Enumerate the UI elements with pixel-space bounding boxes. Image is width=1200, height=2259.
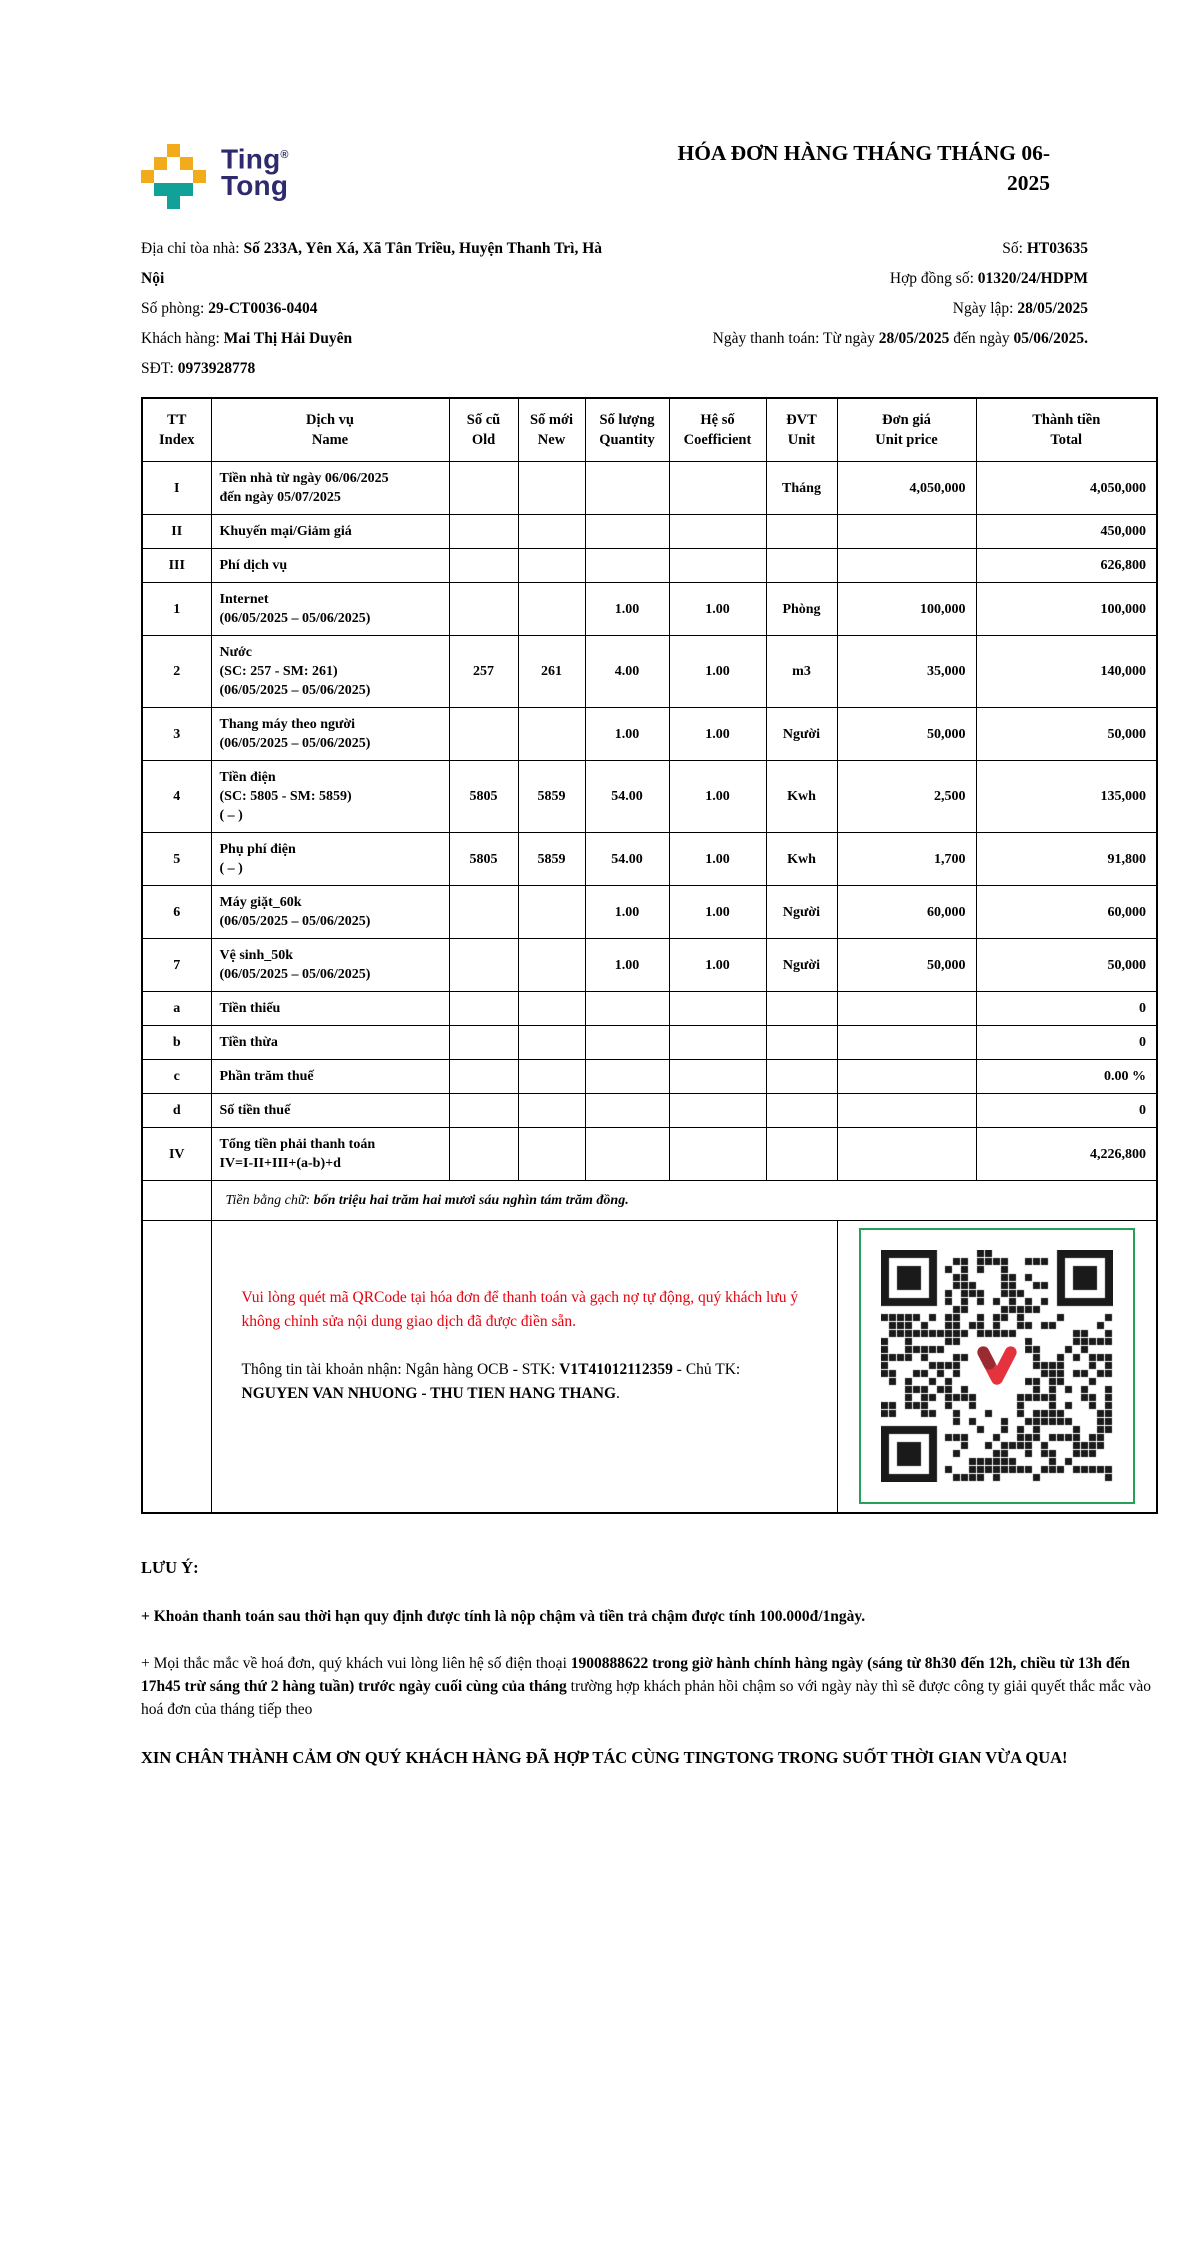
index-cell: 1 — [142, 583, 211, 636]
qty-cell: 1.00 — [585, 939, 669, 992]
table-row — [142, 549, 1157, 583]
coef-cell: 1.00 — [669, 636, 766, 708]
price-cell — [837, 549, 976, 583]
new-cell — [518, 1094, 585, 1128]
registered-mark: ® — [280, 149, 289, 161]
col-header-new: Số mới New — [518, 398, 585, 462]
unit-cell — [766, 549, 837, 583]
index-cell: 2 — [142, 636, 211, 708]
total-cell: 0 — [976, 992, 1157, 1026]
new-cell: 261 — [518, 636, 585, 708]
payment-period-line: Ngày thanh toán: Từ ngày 28/05/2025 đến ngày 05/06/2025. — [712, 330, 1088, 347]
total-cell: 100,000 — [976, 583, 1157, 636]
building-info — [141, 234, 621, 384]
index-cell: II — [142, 515, 211, 549]
coef-cell: 1.00 — [669, 708, 766, 761]
total-cell: 0 — [976, 1094, 1157, 1128]
name-cell: Tiền thừa — [211, 1026, 449, 1060]
new-cell — [518, 1128, 585, 1181]
price-cell: 35,000 — [837, 636, 976, 708]
col-header-unit-price: Đơn giá Unit price — [837, 398, 976, 462]
name-cell: Thang máy theo người (06/05/2025 – 05/06/2025) — [211, 708, 449, 761]
col-header-coefficient: Hệ số Coefficient — [669, 398, 766, 462]
name-cell: Vệ sinh_50k (06/05/2025 – 05/06/2025) — [211, 939, 449, 992]
invoice-table — [141, 397, 1158, 1514]
unit-cell — [766, 1026, 837, 1060]
old-cell — [449, 886, 518, 939]
name-cell: Phần trăm thuế — [211, 1060, 449, 1094]
qty-cell: 54.00 — [585, 761, 669, 833]
price-cell — [837, 1128, 976, 1181]
building-address-line: Địa chỉ tòa nhà: Số 233A, Yên Xá, Xã Tân Triều, Huyện Thanh Trì, Hà Nội — [141, 240, 603, 287]
empty-index-cell — [142, 1221, 211, 1513]
index-cell: 4 — [142, 761, 211, 833]
coef-cell — [669, 515, 766, 549]
unit-cell — [766, 1060, 837, 1094]
new-cell — [518, 886, 585, 939]
coef-cell — [669, 462, 766, 515]
qr-frame — [859, 1228, 1135, 1504]
invoice-number-line: Số: HT03635 — [1002, 240, 1088, 257]
price-cell: 50,000 — [837, 708, 976, 761]
coef-cell — [669, 1060, 766, 1094]
invoice-title: HÓA ĐƠN HÀNG THÁNG THÁNG 06- 2025 — [677, 141, 1050, 195]
name-cell: Nước (SC: 257 - SM: 261) (06/05/2025 – 05/06/2025) — [211, 636, 449, 708]
price-cell — [837, 992, 976, 1026]
new-cell — [518, 462, 585, 515]
index-cell: 3 — [142, 708, 211, 761]
total-cell: 626,800 — [976, 549, 1157, 583]
unit-cell: Kwh — [766, 833, 837, 886]
unit-cell: Người — [766, 886, 837, 939]
qty-cell — [585, 462, 669, 515]
table-row — [142, 939, 1157, 992]
footer-notes — [141, 1558, 1156, 1771]
qty-cell: 1.00 — [585, 708, 669, 761]
unit-cell — [766, 515, 837, 549]
qty-cell: 1.00 — [585, 583, 669, 636]
brand-wordmark — [221, 142, 289, 202]
new-cell — [518, 708, 585, 761]
coef-cell: 1.00 — [669, 886, 766, 939]
issue-date-line: Ngày lập: 28/05/2025 — [952, 300, 1088, 317]
table-row — [142, 515, 1157, 549]
old-cell — [449, 549, 518, 583]
price-cell — [837, 1026, 976, 1060]
qr-scan-notice: Vui lòng quét mã QRCode tại hóa đơn để thanh toán và gạch nợ tự động, quý khách lưu ý không chỉnh sửa nội dung giao dịch đã được điền sẵn. — [241, 1289, 799, 1331]
unit-cell: Kwh — [766, 761, 837, 833]
name-cell: Khuyến mại/Giảm giá — [211, 515, 449, 549]
qty-cell: 54.00 — [585, 833, 669, 886]
new-cell — [518, 992, 585, 1026]
tingtong-logo-icon — [141, 144, 206, 209]
index-cell: b — [142, 1026, 211, 1060]
new-cell — [518, 1060, 585, 1094]
total-cell: 50,000 — [976, 939, 1157, 992]
new-cell — [518, 939, 585, 992]
total-cell: 135,000 — [976, 761, 1157, 833]
qr-account-info: Thông tin tài khoản nhận: Ngân hàng OCB - STK: V1T41012112359 - Chủ TK: NGUYEN VAN NHUONG - THU TIEN HANG THANG. — [241, 1361, 741, 1403]
total-cell: 0.00 % — [976, 1060, 1157, 1094]
new-cell — [518, 549, 585, 583]
index-cell: a — [142, 992, 211, 1026]
index-cell: IV — [142, 1128, 211, 1181]
name-cell: Phụ phí điện ( – ) — [211, 833, 449, 886]
phone-line: SĐT: 0973928778 — [141, 360, 256, 377]
amount-in-words-row — [142, 1181, 1157, 1221]
old-cell: 257 — [449, 636, 518, 708]
qty-cell — [585, 1094, 669, 1128]
col-header-name: Dịch vụ Name — [211, 398, 449, 462]
total-cell: 140,000 — [976, 636, 1157, 708]
amount-in-words-cell: Tiền bằng chữ: bốn triệu hai trăm hai mươi sáu nghìn tám trăm đồng. — [211, 1181, 1157, 1221]
unit-cell — [766, 992, 837, 1026]
price-cell — [837, 1094, 976, 1128]
name-cell: Tiền điện (SC: 5805 - SM: 5859) ( – ) — [211, 761, 449, 833]
qty-cell: 1.00 — [585, 886, 669, 939]
name-cell: Máy giặt_60k (06/05/2025 – 05/06/2025) — [211, 886, 449, 939]
price-cell: 2,500 — [837, 761, 976, 833]
name-cell: Phí dịch vụ — [211, 549, 449, 583]
col-header-index: TT Index — [142, 398, 211, 462]
table-row — [142, 1060, 1157, 1094]
new-cell — [518, 583, 585, 636]
invoice-table-body — [142, 462, 1157, 1181]
table-row — [142, 636, 1157, 708]
coef-cell — [669, 1128, 766, 1181]
coef-cell: 1.00 — [669, 939, 766, 992]
table-row — [142, 462, 1157, 515]
thanks-note: XIN CHÂN THÀNH CẢM ƠN QUÝ KHÁCH HÀNG ĐÃ HỢP TÁC CÙNG TINGTONG TRONG SUỐT THỜI GIAN VỪA QUA! — [141, 1747, 1068, 1767]
unit-cell: m3 — [766, 636, 837, 708]
total-cell: 450,000 — [976, 515, 1157, 549]
page-header — [141, 142, 1156, 226]
total-cell: 50,000 — [976, 708, 1157, 761]
unit-cell: Người — [766, 939, 837, 992]
price-cell: 60,000 — [837, 886, 976, 939]
coef-cell — [669, 992, 766, 1026]
old-cell — [449, 515, 518, 549]
price-cell: 50,000 — [837, 939, 976, 992]
new-cell — [518, 1026, 585, 1060]
old-cell — [449, 583, 518, 636]
price-cell: 100,000 — [837, 583, 976, 636]
old-cell: 5805 — [449, 761, 518, 833]
price-cell: 4,050,000 — [837, 462, 976, 515]
qr-cell — [837, 1221, 1157, 1513]
coef-cell: 1.00 — [669, 761, 766, 833]
table-row — [142, 761, 1157, 833]
late-payment-note: + Khoản thanh toán sau thời hạn quy định được tính là nộp chậm và tiền trả chậm được tính 100.000đ/1ngày. — [141, 1607, 866, 1625]
new-cell — [518, 515, 585, 549]
qty-cell — [585, 515, 669, 549]
old-cell — [449, 992, 518, 1026]
contact-note: + Mọi thắc mắc về hoá đơn, quý khách vui lòng liên hệ số điện thoại 1900888622 trong giờ hành chính hàng ngày (sáng từ 8h30 đến 12h, chiều từ 13h đến 17h45 trừ sáng thứ 2 hàng tuần) trước ngày cuối cùng của tháng trường hợp khách phản hồi chậm so với ngày này thì sẽ được công ty giải quyết thắc mắc vào hoá đơn của tháng tiếp theo — [141, 1654, 1151, 1718]
qty-cell — [585, 1128, 669, 1181]
coef-cell: 1.00 — [669, 833, 766, 886]
name-cell: Tiền nhà từ ngày 06/06/2025 đến ngày 05/07/2025 — [211, 462, 449, 515]
qty-cell — [585, 549, 669, 583]
new-cell: 5859 — [518, 833, 585, 886]
index-cell: c — [142, 1060, 211, 1094]
old-cell — [449, 708, 518, 761]
invoice-meta — [621, 234, 1156, 384]
coef-cell: 1.00 — [669, 583, 766, 636]
coef-cell — [669, 549, 766, 583]
table-row — [142, 833, 1157, 886]
invoice-info — [141, 234, 1156, 384]
table-row — [142, 708, 1157, 761]
table-row — [142, 583, 1157, 636]
name-cell: Tổng tiền phải thanh toán IV=I-II+III+(a-b)+d — [211, 1128, 449, 1181]
index-cell: 6 — [142, 886, 211, 939]
old-cell — [449, 1060, 518, 1094]
table-row — [142, 1128, 1157, 1181]
brand-name-line2: Tong — [221, 170, 289, 202]
col-header-unit: ĐVT Unit — [766, 398, 837, 462]
unit-cell: Phòng — [766, 583, 837, 636]
table-row — [142, 992, 1157, 1026]
notes-heading: LƯU Ý: — [141, 1557, 199, 1577]
brand-name-line1: Ting — [221, 143, 281, 175]
table-row — [142, 886, 1157, 939]
qty-cell — [585, 1026, 669, 1060]
room-number-line: Số phòng: 29-CT0036-0404 — [141, 300, 318, 317]
old-cell — [449, 1128, 518, 1181]
coef-cell — [669, 1094, 766, 1128]
invoice-table-extra — [142, 1181, 1157, 1513]
unit-cell — [766, 1094, 837, 1128]
new-cell: 5859 — [518, 761, 585, 833]
table-row — [142, 1094, 1157, 1128]
col-header-quantity: Số lượng Quantity — [585, 398, 669, 462]
total-cell: 91,800 — [976, 833, 1157, 886]
index-cell: 5 — [142, 833, 211, 886]
table-header-row — [142, 398, 1157, 462]
old-cell — [449, 1094, 518, 1128]
total-cell: 60,000 — [976, 886, 1157, 939]
name-cell: Tiền thiếu — [211, 992, 449, 1026]
qr-v-icon — [969, 1340, 1025, 1392]
empty-index-cell — [142, 1181, 211, 1221]
unit-cell: Người — [766, 708, 837, 761]
price-cell: 1,700 — [837, 833, 976, 886]
unit-cell — [766, 1128, 837, 1181]
price-cell — [837, 515, 976, 549]
total-cell: 0 — [976, 1026, 1157, 1060]
old-cell — [449, 1026, 518, 1060]
total-cell: 4,226,800 — [976, 1128, 1157, 1181]
col-header-total: Thành tiền Total — [976, 398, 1157, 462]
col-header-old: Số cũ Old — [449, 398, 518, 462]
old-cell — [449, 462, 518, 515]
qty-cell — [585, 992, 669, 1026]
qr-instructions-cell — [211, 1221, 837, 1513]
old-cell: 5805 — [449, 833, 518, 886]
index-cell: I — [142, 462, 211, 515]
coef-cell — [669, 1026, 766, 1060]
name-cell: Internet (06/05/2025 – 05/06/2025) — [211, 583, 449, 636]
qty-cell: 4.00 — [585, 636, 669, 708]
index-cell: d — [142, 1094, 211, 1128]
name-cell: Số tiền thuế — [211, 1094, 449, 1128]
index-cell: 7 — [142, 939, 211, 992]
unit-cell: Tháng — [766, 462, 837, 515]
customer-line: Khách hàng: Mai Thị Hải Duyên — [141, 330, 353, 347]
brand-logo — [141, 142, 289, 209]
table-row — [142, 1026, 1157, 1060]
old-cell — [449, 939, 518, 992]
total-cell: 4,050,000 — [976, 462, 1157, 515]
contract-number-line: Hợp đồng số: 01320/24/HDPM — [889, 270, 1088, 287]
index-cell: III — [142, 549, 211, 583]
qr-row — [142, 1221, 1157, 1513]
price-cell — [837, 1060, 976, 1094]
qty-cell — [585, 1060, 669, 1094]
